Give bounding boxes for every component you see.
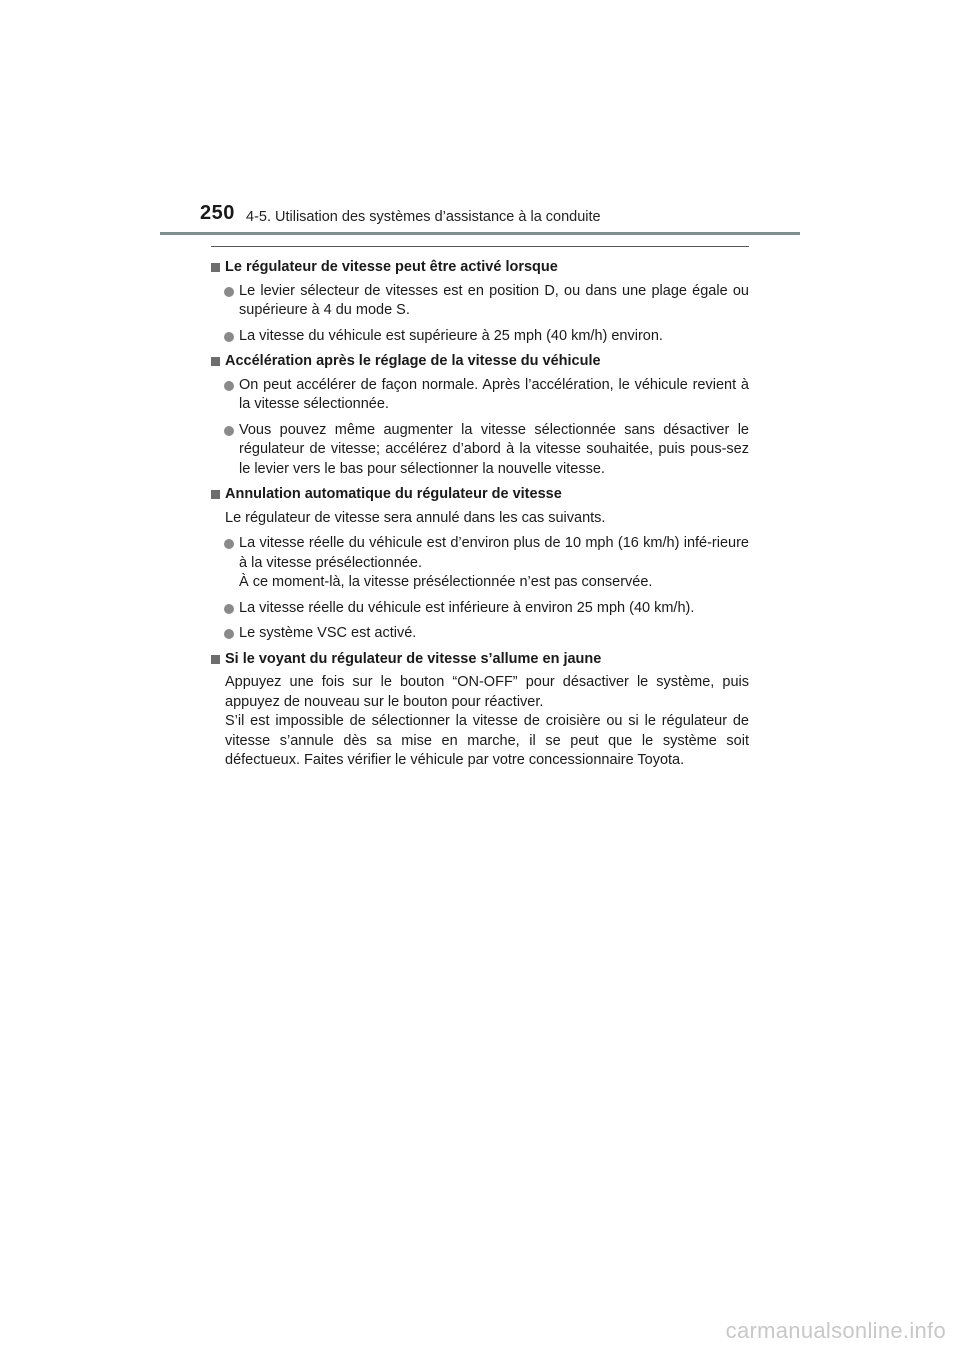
watermark: carmanualsonline.info [725, 1318, 946, 1343]
list-item-text: La vitesse du véhicule est supérieure à 25 mph (40 km/h) environ. [239, 327, 663, 344]
section-heading [211, 650, 749, 670]
circle-bullet-icon [224, 629, 234, 639]
section-heading [211, 352, 749, 372]
heading-text: Le régulateur de vitesse peut être activé lorsque [225, 259, 558, 275]
page-header [0, 0, 960, 240]
page-number: 250 [200, 202, 235, 224]
section-title: 4-5. Utilisation des systèmes d’assistance à la conduite [246, 209, 601, 225]
section-heading [211, 485, 749, 505]
circle-bullet-icon [224, 604, 234, 614]
square-bullet-icon [211, 655, 220, 664]
list-item [211, 534, 749, 593]
content-divider [211, 246, 749, 247]
list-item [211, 327, 749, 347]
list-item-text: Le levier sélecteur de vitesses est en position D, ou dans une plage égale ou supérieure à 4 du mode S. [239, 282, 749, 318]
section-automatic-cancellation [211, 485, 749, 644]
list-item-text: La vitesse réelle du véhicule est inférieure à environ 25 mph (40 km/h). [239, 599, 695, 616]
header-divider [160, 232, 800, 235]
paragraph: S’il est impossible de sélectionner la vitesse de croisière ou si le régulateur de vitesse s’annule dès sa mise en marche, il se peut que le système soit défectueux. Faites vérifier le véhicule par votre concessionnaire Toyota. [225, 713, 749, 768]
paragraph: Appuyez une fois sur le bouton “ON-OFF” pour désactiver le système, puis appuyez de nouveau sur le bouton pour réactiver. [225, 674, 749, 710]
list-item-text: La vitesse réelle du véhicule est d’environ plus de 10 mph (16 km/h) infé-rieure à la vitesse présélectionnée. [239, 535, 749, 571]
section-activation-conditions [211, 258, 749, 346]
heading-text: Si le voyant du régulateur de vitesse s’allume en jaune [225, 650, 602, 667]
square-bullet-icon [211, 263, 220, 272]
section-intro: Le régulateur de vitesse sera annulé dans les cas suivants. [225, 509, 606, 526]
list-item [211, 421, 749, 480]
section-acceleration [211, 352, 749, 479]
circle-bullet-icon [224, 287, 234, 297]
circle-bullet-icon [224, 539, 234, 549]
list-item-text: On peut accélérer de façon normale. Après l’accélération, le véhicule revient à la vitesse sélectionnée. [239, 376, 749, 412]
circle-bullet-icon [224, 332, 234, 342]
square-bullet-icon [211, 490, 220, 499]
section-heading [211, 258, 749, 278]
list-item [211, 282, 749, 321]
list-item-note: À ce moment-là, la vitesse présélectionnée n’est pas conservée. [239, 574, 653, 590]
document-body [211, 258, 749, 777]
circle-bullet-icon [224, 426, 234, 436]
circle-bullet-icon [224, 381, 234, 391]
section-yellow-indicator [211, 650, 749, 771]
list-item-text: Le système VSC est activé. [239, 625, 417, 641]
list-item [211, 599, 749, 619]
square-bullet-icon [211, 357, 220, 366]
list-item-text: Vous pouvez même augmenter la vitesse sélectionnée sans désactiver le régulateur de vitesse; accélérez d’abord à la vitesse souhaitée, puis pous-sez le levier vers le bas pour sélectionner la nouvelle vitesse. [239, 421, 749, 477]
heading-text: Accélération après le réglage de la vitesse du véhicule [225, 353, 601, 369]
heading-text: Annulation automatique du régulateur de vitesse [225, 486, 562, 502]
list-item [211, 624, 749, 644]
list-item [211, 376, 749, 415]
